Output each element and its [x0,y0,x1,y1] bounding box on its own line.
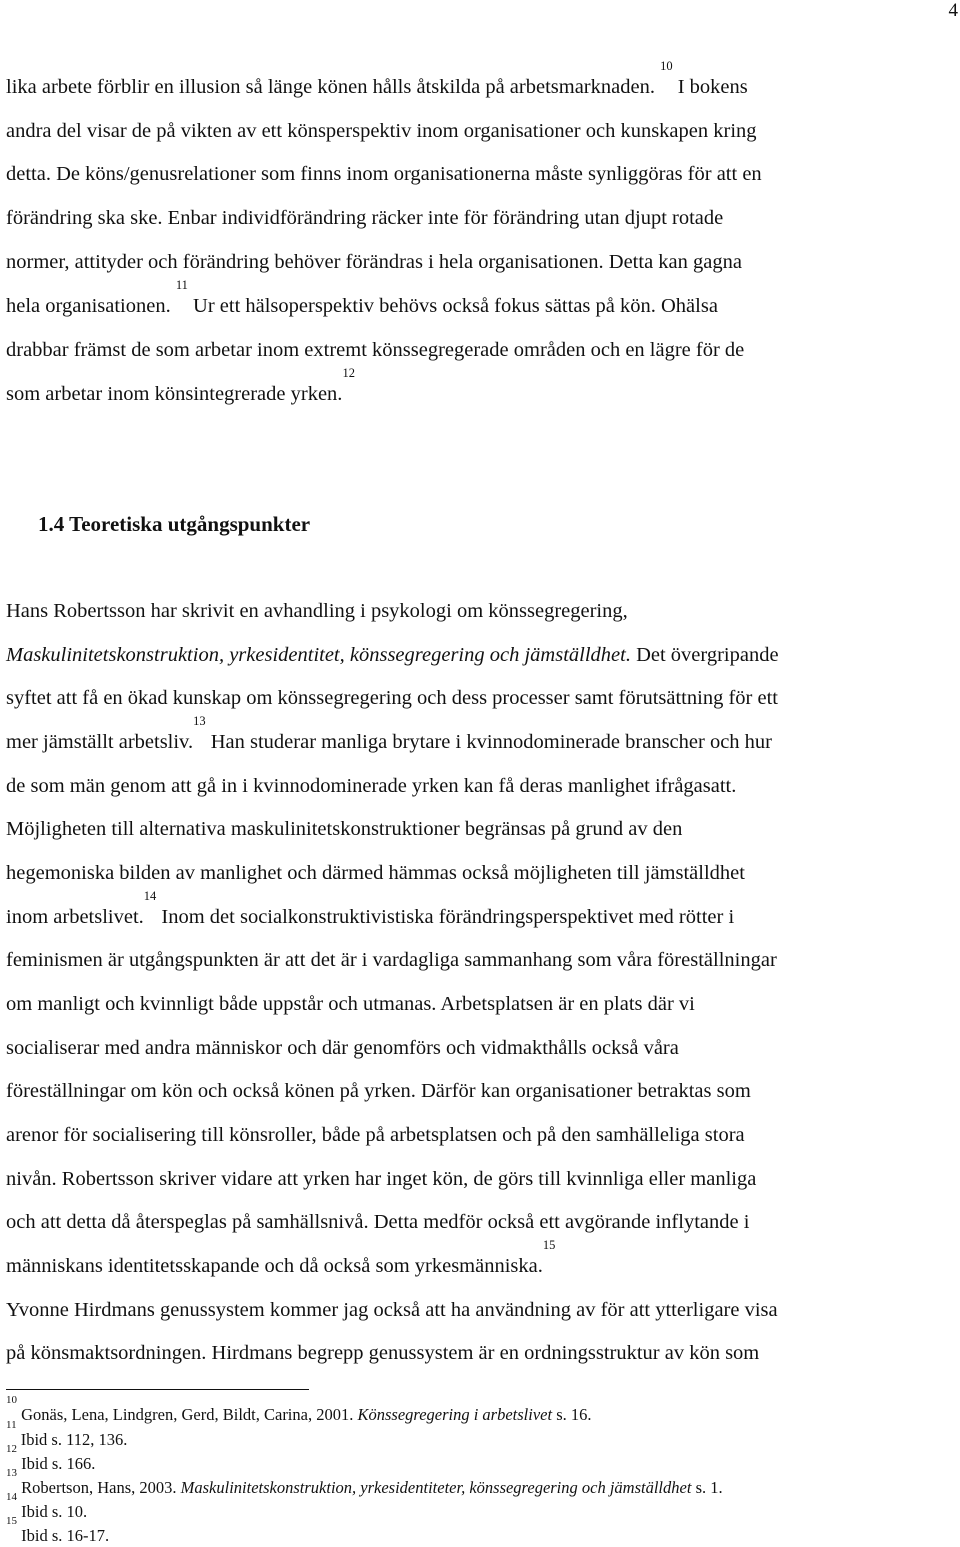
text-line: förändring ska ske. Enbar individförändring räcker inte för förändring utan djupt rotade [6,207,724,229]
footnote-number: 15 [6,1515,17,1527]
footnote-number: 11 [6,1419,17,1431]
footnote: $^{12}$ Ibid s. 166. [6,1443,96,1473]
text-line: socialiserar med andra människor och där genomförs och vidmakthålls också våra [6,1037,679,1059]
text-line: arenor för socialisering till könsroller, både på arbetsplatsen och på den samhälleliga stora [6,1124,745,1146]
text-line: på könsmaktsordningen. Hirdmans begrepp genussystem är en ordningsstruktur av kön som [6,1342,760,1364]
text-line: de som män genom att gå in i kvinnodominerade yrken kan få deras manlighet ifrågasatt. [6,775,737,797]
text-line: Hans Robertsson har skrivit en avhandling i psykologi om könssegregering, [6,600,628,622]
book-title: Maskulinitetskonstruktion, yrkesidentitet, könssegregering och jämställdhet. [6,644,631,666]
footnote-ref[interactable]: 15 [542,1238,556,1252]
page-number: 4 [948,0,958,21]
text-line: andra del visar de på vikten av ett könsperspektiv inom organisationer och kunskapen kring [6,120,757,142]
text-line: drabbar främst de som arbetar inom extremt könssegregerade områden och en lägre för de [6,339,745,361]
footnote-separator [6,1389,309,1390]
footnote-ref[interactable]: 11 [175,278,188,292]
footnote: $^{10}$ Gonäs, Lena, Lindgren, Gerd, Bildt, Carina, 2001. Könssegregering i arbetslivet s. 16. [6,1394,592,1424]
footnote-number: 12 [6,1443,17,1455]
text-line: lika arbete förblir en illusion så länge könen hålls åtskilda på arbetsmarknaden. $^{10}$ I bokens [6,59,748,98]
footnote-number: 10 [6,1394,17,1406]
text-line: Möjligheten till alternativa maskulinitetskonstruktioner begränsas på grund av den [6,818,683,840]
text-line: detta. De köns/genusrelationer som finns inom organisationerna måste synliggöras för att en [6,163,762,185]
footnote-ref[interactable]: 10 [660,59,673,73]
footnote-ref[interactable]: 13 [193,714,206,728]
text-line: hela organisationen. $^{11}$ Ur ett hälsoperspektiv behövs också fokus sättas på kön. Ohälsa [6,278,718,317]
text-line: normer, attityder och förändring behöver förändras i hela organisationen. Detta kan gagna [6,251,742,273]
footnote-ref[interactable]: 14 [143,889,157,903]
section-heading: 1.4 Teoretiska utgångspunkter [38,512,311,536]
text-line: föreställningar om kön och också könen på yrken. Därför kan organisationer betraktas som [6,1080,751,1102]
text-line: Yvonne Hirdmans genussystem kommer jag också att ha användning av för att ytterligare visa [6,1299,778,1321]
text-line: hegemoniska bilden av manlighet och därmed hämmas också möjligheten till jämställdhet [6,862,745,884]
text-line: och att detta då återspeglas på samhällsnivå. Detta medför också ett avgörande inflytande i [6,1211,750,1233]
footnote-ref[interactable]: 12 [342,366,355,380]
footnote: $^{14}$ Ibid s. 10. [6,1491,88,1521]
text-line: Maskulinitetskonstruktion, yrkesidentitet, könssegregering och jämställdhet. Det övergripande [6,644,779,666]
text-line: mer jämställt arbetsliv.$^{13}$ Han studerar manliga brytare i kvinnodominerade branscher och hur [6,714,773,753]
text-line: nivån. Robertsson skriver vidare att yrken har inget kön, de görs till kvinnliga eller manliga [6,1168,757,1190]
footnote-number: 14 [6,1491,17,1503]
text-line: syftet att få en ökad kunskap om könssegregering och dess processer samt förutsättning för ett [6,687,778,709]
text-line: som arbetar inom könsintegrerade yrken.$^{12}$ [6,366,355,405]
text-line: människans identitetsskapande och då också som yrkesmänniska.$^{15}$ [6,1238,556,1277]
footnote: $^{15}$ Ibid s. 16-17. [6,1515,110,1545]
footnote: $^{11}$ Ibid s. 112, 136. [6,1419,128,1449]
text-line: om manligt och kvinnligt både uppstår och utmanas. Arbetsplatsen är en plats där vi [6,993,695,1015]
footnote: $^{13}$ Robertson, Hans, 2003. Maskulinitetskonstruktion, yrkesidentiteter, könssegregering och jämställdhet s. 1. [6,1467,723,1497]
text-line: feminismen är utgångspunkten är att det är i vardagliga sammanhang som våra föreställningar [6,949,777,971]
text-line: inom arbetslivet.$^{14}$ Inom det socialkonstruktivistiska förändringsperspektivet med rötter i [6,889,735,928]
footnote-number: 13 [6,1467,17,1479]
